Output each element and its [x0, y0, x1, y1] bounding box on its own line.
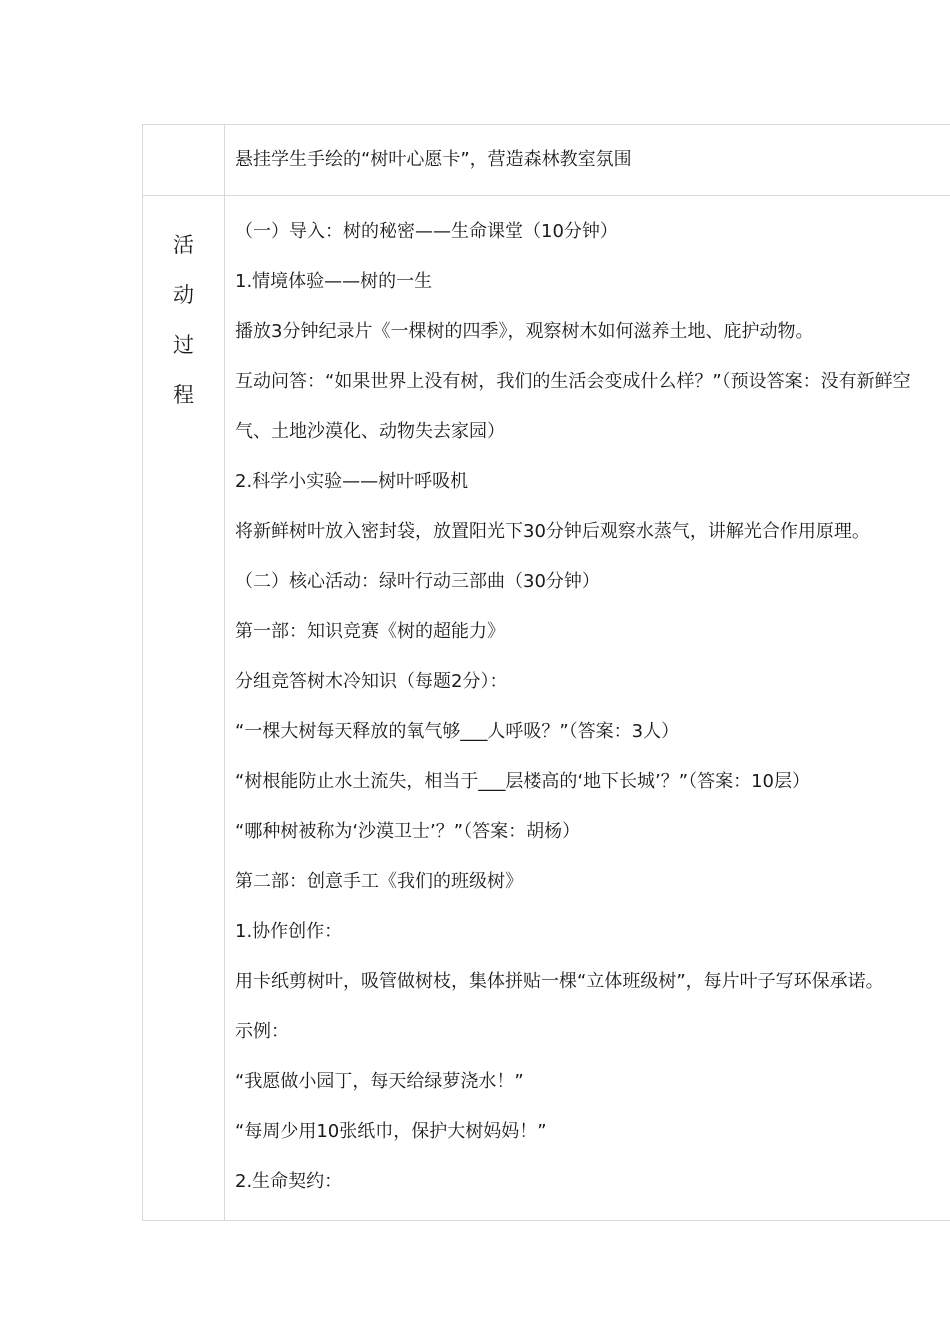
- label-char: 动: [173, 283, 194, 307]
- subheading-quiz: 第一部：知识竞赛《树的超能力》: [235, 621, 505, 642]
- lesson-plan-table: [142, 124, 950, 1221]
- label-char: 过: [173, 333, 194, 357]
- quiz-question: “哪种树被称为‘沙漠卫士’？”（答案：胡杨）: [235, 821, 581, 842]
- paragraph: 播放3分钟纪录片《一棵树的四季》，观察树木如何滋养土地、庇护动物。: [235, 321, 814, 342]
- subheading-collab: 1.协作创作：: [235, 921, 343, 942]
- quiz-question: “树根能防止水土流失，相当于___层楼高的‘地下长城’？”（答案：10层）: [235, 771, 810, 792]
- table-row-activity: [143, 196, 950, 1221]
- table-cell-empty-label: [143, 125, 225, 196]
- paragraph: 互动问答：“如果世界上没有树，我们的生活会变成什么样？”（预设答案：没有新鲜空: [235, 371, 911, 392]
- example-quote: “每周少用10张纸巾，保护大树妈妈！”: [235, 1121, 547, 1142]
- subheading-contract: 2.生命契约：: [235, 1171, 343, 1192]
- subheading-situation: 1.情境体验——树的一生: [235, 271, 433, 292]
- table-cell-activity-content: [225, 196, 950, 1221]
- paragraph: 分组竞答树木冷知识（每题2分）：: [235, 671, 508, 692]
- paragraph: 用卡纸剪树叶，吸管做树枝，集体拼贴一棵“立体班级树”，每片叶子写环保承诺。: [235, 971, 884, 992]
- paragraph: 气、土地沙漠化、动物失去家园）: [235, 421, 505, 442]
- subheading-experiment: 2.科学小实验——树叶呼吸机: [235, 471, 469, 492]
- label-char: 程: [173, 383, 194, 407]
- activity-content: [225, 196, 950, 1220]
- example-quote: “我愿做小园丁，每天给绿萝浇水！”: [235, 1071, 524, 1092]
- paragraph: 将新鲜树叶放入密封袋，放置阳光下30分钟后观察水蒸气，讲解光合作用原理。: [235, 521, 870, 542]
- subheading-craft: 第二部：创意手工《我们的班级树》: [235, 871, 523, 892]
- section-heading-core: （二）核心活动：绿叶行动三部曲（30分钟）: [235, 571, 600, 592]
- setup-text: 悬挂学生手绘的“树叶心愿卡”，营造森林教室氛围: [235, 149, 632, 170]
- section-heading-intro: （一）导入：树的秘密——生命课堂（10分钟）: [235, 221, 618, 242]
- table-cell-activity-label: [143, 196, 225, 1221]
- activity-process-label: [143, 196, 224, 420]
- table-row-setup: [143, 125, 950, 196]
- paragraph: 示例：: [235, 1021, 289, 1042]
- label-char: 活: [173, 233, 194, 257]
- table-cell-setup: [225, 125, 950, 196]
- quiz-question: “一棵大树每天释放的氧气够___人呼吸？”（答案：3人）: [235, 721, 680, 742]
